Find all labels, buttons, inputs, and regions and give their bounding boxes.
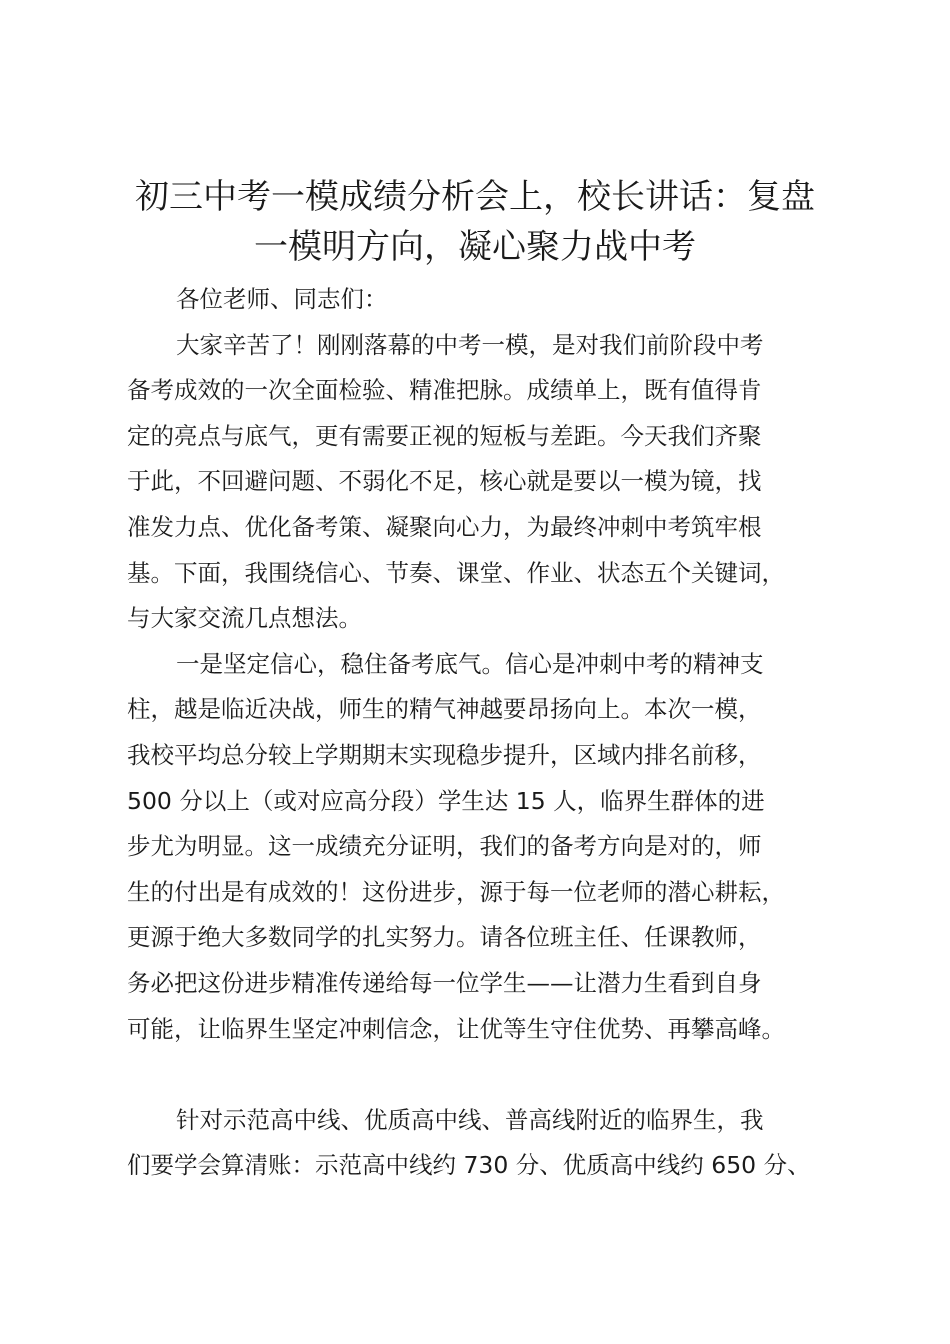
paragraph-line: 基。下面，我围绕信心、节奏、课堂、作业、状态五个关键词， xyxy=(127,558,785,587)
salutation: 各位老师、同志们： xyxy=(176,285,388,313)
paragraph-line: 柱，越是临近决战，师生的精气神越要昂扬向上。本次一模， xyxy=(127,695,762,724)
paragraph-line: 更源于绝大多数同学的扎实努力。请各位班主任、任课教师， xyxy=(127,923,762,952)
title-line-1: 初三中考一模成绩分析会上，校长讲话：复盘 xyxy=(135,177,815,217)
paragraph-line: 我校平均总分较上学期期末实现稳步提升，区域内排名前移， xyxy=(127,740,762,769)
paragraph-line: 与大家交流几点想法。 xyxy=(127,604,362,633)
paragraph-line: 步尤为明显。这一成绩充分证明，我们的备考方向是对的，师 xyxy=(127,832,762,861)
paragraph-line: 大家辛苦了！刚刚落幕的中考一模，是对我们前阶段中考 xyxy=(176,330,764,359)
paragraph-line: 可能，让临界生坚定冲刺信念，让优等生守住优势、再攀高峰。 xyxy=(127,1014,785,1043)
paragraph-line: 于此，不回避问题、不弱化不足，核心就是要以一模为镜，找 xyxy=(127,467,762,496)
paragraph-line: 们要学会算清账：示范高中线约 730 分、优质高中线约 650 分、 xyxy=(127,1151,811,1180)
paragraph-line: 500 分以上（或对应高分段）学生达 15 人，临界生群体的进 xyxy=(127,786,765,815)
paragraph-line: 生的付出是有成效的！这份进步，源于每一位老师的潜心耕耘， xyxy=(127,877,785,906)
paragraph-line: 备考成效的一次全面检验、精准把脉。成绩单上，既有值得肯 xyxy=(127,376,762,405)
paragraph-line: 一是坚定信心，稳住备考底气。信心是冲刺中考的精神支 xyxy=(176,649,764,678)
document-body xyxy=(127,277,862,1189)
paragraph-line: 准发力点、优化备考策、凝聚向心力，为最终冲刺中考筑牢根 xyxy=(127,512,762,541)
paragraph-gap xyxy=(127,1052,862,1098)
title-line-2: 一模明方向，凝心聚力战中考 xyxy=(254,227,696,267)
paragraph-line: 定的亮点与底气，更有需要正视的短板与差距。今天我们齐聚 xyxy=(127,421,762,450)
document-title xyxy=(80,172,870,272)
paragraph-line: 务必把这份进步精准传递给每一位学生——让潜力生看到自身 xyxy=(127,968,762,997)
paragraph-line: 针对示范高中线、优质高中线、普高线附近的临界生，我 xyxy=(176,1105,764,1134)
